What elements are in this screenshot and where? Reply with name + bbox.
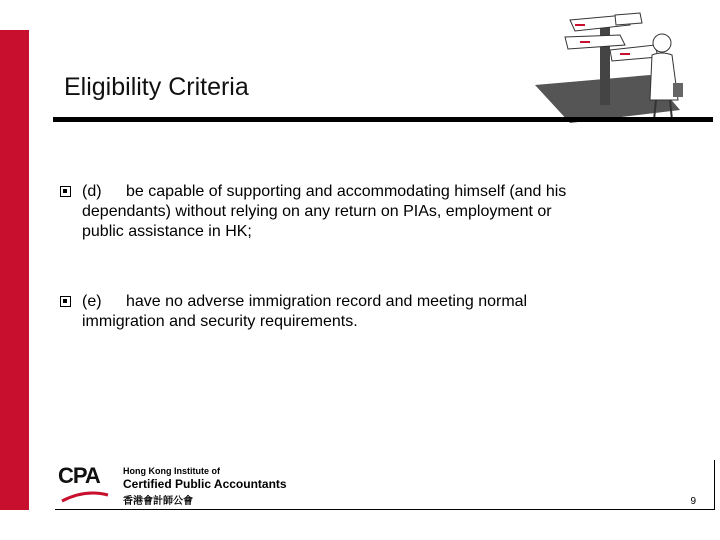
logo-line2: Certified Public Accountants: [123, 477, 287, 491]
sign-board: [610, 45, 658, 61]
bullet-item: [60, 292, 660, 332]
bullet-line: immigration and security requirements.: [82, 313, 358, 330]
page-number: 9: [690, 496, 696, 507]
accent-bar: [0, 30, 29, 510]
bullet-tag: (e): [82, 293, 102, 310]
checkbox-bullet-icon: [60, 296, 71, 307]
person-head: [653, 34, 671, 52]
logo-swoosh-icon: [60, 491, 110, 503]
bullet-tag: (d): [82, 183, 102, 200]
title-rule: [53, 117, 713, 122]
bullet-line: be capable of supporting and accommodating himself (and his: [126, 183, 567, 200]
sign-board: [615, 13, 642, 25]
bullet-text: [82, 292, 660, 312]
signpost-illustration: [530, 5, 710, 130]
logo-line1: Hong Kong Institute of: [123, 466, 220, 476]
bullet-line: have no adverse immigration record and meeting normal: [126, 293, 528, 310]
bullet-line: dependants) without relying on any return on PIAs, employment or: [82, 203, 552, 220]
bullet-text: [82, 182, 660, 202]
bullet-item: [60, 182, 660, 242]
briefcase: [673, 83, 683, 97]
logo-acronym: CPA: [58, 463, 100, 488]
bullet-line: public assistance in HK;: [82, 223, 252, 240]
checkbox-bullet-icon: [60, 186, 71, 197]
slide-title: Eligibility Criteria: [64, 73, 249, 101]
logo-line3: 香港會計師公會: [123, 496, 193, 507]
sign-board: [565, 35, 625, 49]
